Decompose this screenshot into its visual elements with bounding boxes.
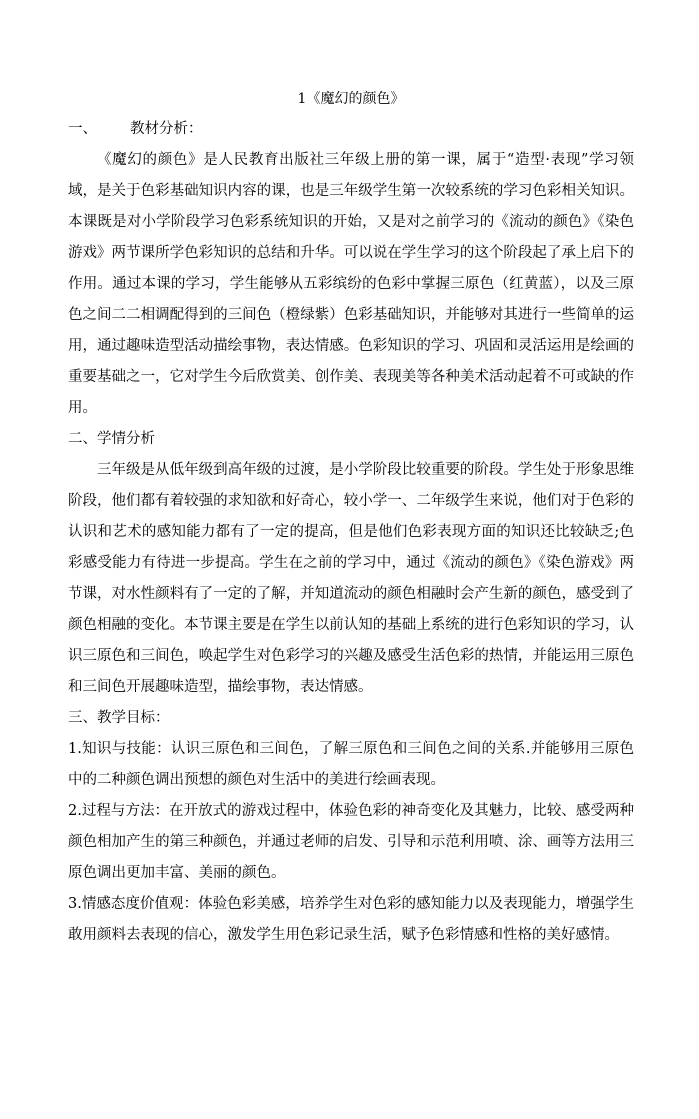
section-1-paragraph: 《魔幻的颜色》是人民教育出版社三年级上册的第一课，属于“造型·表现”学习领域，是关于色彩基础知识内容的课，也是三年级学生第一次较系统的学习色彩相关知识。本课既是对小学阶段学习色彩系统知识的开始，又是对之前学习的《流动的颜色》《染色游戏》两节课所学色彩知识的总结和升华。可以说在学生学习的这个阶段起了承上启下的作用。通过本课的学习，学生能够从五彩缤纷的色彩中掌握三原色（红黄蓝），以及三原色之间二二相调配得到的三间色（橙绿紫）色彩基础知识，并能够对其进行一些简单的运用，通过趣味造型活动描绘事物，表达情感。色彩知识的学习、巩固和灵活运用是绘画的重要基础之一，它对学生今后欣赏美、创作美、表现美等各种美术活动起着不可或缺的作用。 bbox=[68, 152, 634, 416]
objective-emotion-values: 3.情感态度价值观：体验色彩美感，培养学生对色彩的感知能力以及表现能力，增强学生敢用颜料去表现的信心，激发学生用色彩记录生活，赋予色彩情感和性格的美好感情。 bbox=[68, 896, 634, 943]
document-title: 1《魔幻的颜色》 bbox=[297, 91, 405, 107]
document-page bbox=[68, 84, 634, 951]
section-2-paragraph: 三年级是从低年级到高年级的过渡，是小学阶段比较重要的阶段。学生处于形象思维阶段，他们都有着较强的求知欲和好奇心，较小学一、二年级学生来说，他们对于色彩的认识和艺术的感知能力都有了一定的提高，但是他们色彩表现方面的知识还比较缺乏;色彩感受能力有待进一步提高。学生在之前的学习中，通过《流动的颜色》《染色游戏》两节课，对水性颜料有了一定的了解，并知道流动的颜色相融时会产生新的颜色，感受到了颜色相融的变化。本节课主要是在学生以前认知的基础上系统的进行色彩知识的学习，认识三原色和三间色，唤起学生对色彩学习的兴趣及感受生活色彩的热情，并能运用三原色和三间色开展趣味造型，描绘事物，表达情感。 bbox=[68, 462, 634, 695]
section-2-heading: 二、学情分析 bbox=[68, 431, 155, 447]
objective-process-methods: 2.过程与方法：在开放式的游戏过程中，体验色彩的神奇变化及其魅力，比较、感受两种颜色相加产生的第三种颜色，并通过老师的启发、引导和示范利用喷、涂、画等方法用三原色调出更加丰富、美丽的颜色。 bbox=[68, 803, 634, 881]
objective-knowledge-skills: 1.知识与技能：认识三原色和三间色，了解三原色和三间色之间的关系.并能够用三原色中的二种颜色调出预想的颜色对生活中的美进行绘画表现。 bbox=[68, 741, 634, 788]
section-1-title: 教材分析： bbox=[130, 121, 203, 137]
section-1-heading bbox=[68, 114, 634, 145]
section-3-heading: 三、教学目标： bbox=[68, 710, 170, 726]
section-1-number: 一、 bbox=[68, 121, 97, 137]
